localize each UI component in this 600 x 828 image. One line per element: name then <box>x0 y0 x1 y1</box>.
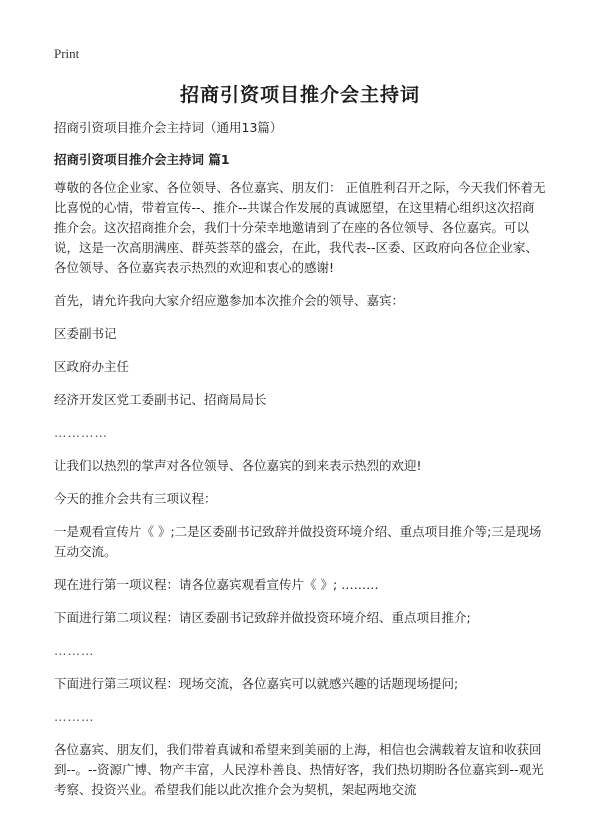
document-body <box>54 118 546 813</box>
paragraph-agenda-items: 一是观看宣传片《 》;二是区委副书记致辞并做投资环境介绍、重点项目推介等;三是现场互动交流。 <box>54 524 542 559</box>
section-heading: 招商引资项目推介会主持词 篇1 <box>54 152 230 167</box>
paragraph-agenda-third: 下面进行第三项议程：现场交流，各位嘉宾可以就感兴趣的话题现场提问; <box>54 676 459 691</box>
paragraph-agenda-first: 现在进行第一项议程：请各位嘉宾观看宣传片《 》; ……… <box>54 577 379 592</box>
paragraph-agenda-second: 下面进行第二项议程：请区委副书记致辞并做投资环境介绍、重点项目推介; <box>54 610 471 625</box>
print-link[interactable]: Print <box>54 46 80 61</box>
document-title: 招商引资项目推介会主持词 <box>179 84 420 106</box>
guest-item: 经济开发区党工委副书记、招商局局长 <box>54 392 267 407</box>
ellipsis-line: ……… <box>54 709 95 724</box>
document-subtitle: 招商引资项目推介会主持词（通用13篇） <box>54 120 283 135</box>
ellipsis-line: ……… <box>54 643 95 658</box>
guest-item: 区政府办主任 <box>54 359 130 374</box>
paragraph-intro-guests: 首先，请允许我向大家介绍应邀参加本次推介会的领导、嘉宾： <box>54 293 405 308</box>
paragraph-agenda-intro: 今天的推介会共有三项议程： <box>54 491 217 506</box>
paragraph-welcome: 让我们以热烈的掌声对各位领导、各位嘉宾的到来表示热烈的欢迎! <box>54 458 422 473</box>
paragraph-closing: 各位嘉宾、朋友们，我们带着真诚和希望来到美丽的上海，相信也会满载着友谊和收获回到--。--资源广博、物产丰富，人民淳朴善良、热情好客，我们热切期盼各位嘉宾到--观光考察、投资兴业。希望我们能以此次推介会为契机，架起两地交流 <box>54 742 544 797</box>
guest-item: 区委副书记 <box>54 326 117 341</box>
ellipsis-line: ………… <box>54 425 108 440</box>
paragraph-opening: 尊敬的各位企业家、各位领导、各位嘉宾、朋友们： 正值胜利召开之际，今天我们怀着无比喜悦的心情，带着宣传--、推介--共谋合作发展的真诚愿望，在这里精心组织这次招商推介会。这次招商推介会，我们十分荣幸地邀请到了在座的各位领导、各位嘉宾。可以说，这是一次高朋满座、群英荟萃的盛会，在此，我代表--区委、区政府向各位企业家、各位领导、各位嘉宾表示热烈的欢迎和衷心的感谢! <box>54 180 546 275</box>
